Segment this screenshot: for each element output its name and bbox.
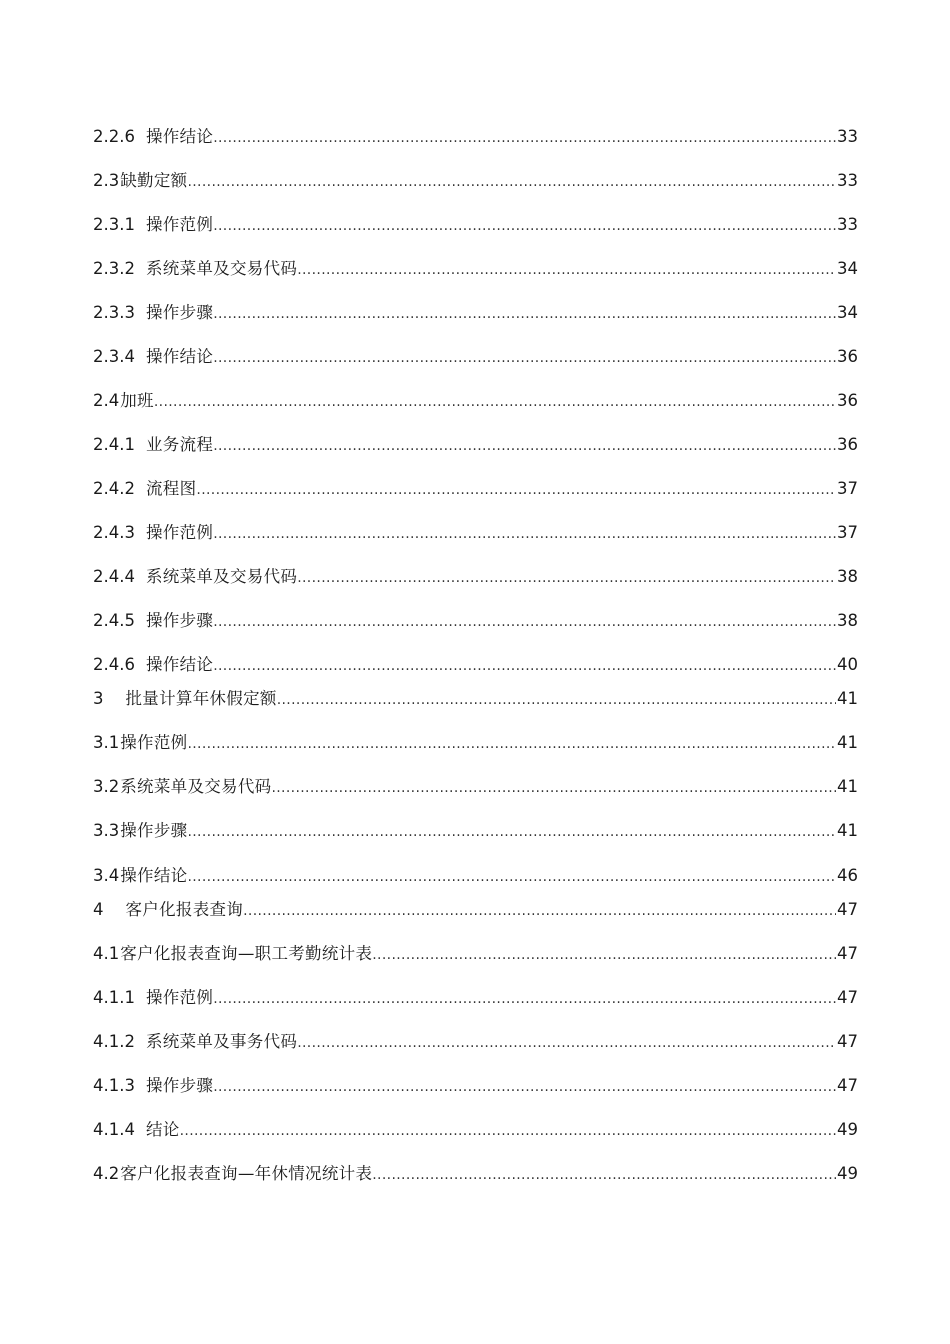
toc-dot-leader — [297, 258, 836, 282]
toc-entry-3-3[interactable] — [93, 819, 858, 843]
toc-entry-number: 3.2 — [93, 777, 120, 796]
toc-dot-leader — [213, 654, 836, 678]
toc-entry-2-3-2[interactable] — [93, 257, 858, 281]
toc-entry-number: 4.1.2 — [93, 1032, 135, 1051]
toc-entry-2-4[interactable] — [93, 389, 858, 413]
toc-dot-leader — [187, 732, 836, 756]
toc-entry-2-3-3[interactable] — [93, 301, 858, 325]
toc-entry-title: 操作结论 — [145, 127, 214, 146]
toc-entry-4-1[interactable] — [93, 942, 858, 966]
toc-entry-2-3-4[interactable] — [93, 345, 858, 369]
toc-entry-title: 操作结论 — [145, 347, 214, 366]
toc-dot-leader — [271, 776, 836, 800]
toc-entry-number: 4.1.1 — [93, 988, 135, 1007]
toc-entry-page: 47 — [837, 988, 858, 1007]
toc-entry-page: 36 — [837, 347, 858, 366]
toc-entry-3-2[interactable] — [93, 775, 858, 799]
toc-entry-title: 操作范例 — [145, 988, 214, 1007]
toc-dot-leader — [187, 865, 836, 889]
toc-dot-leader — [213, 346, 836, 370]
toc-entry-page: 41 — [837, 733, 858, 752]
toc-entry-number: 4 — [93, 900, 104, 919]
table-of-contents — [93, 0, 858, 1344]
toc-dot-leader — [372, 943, 836, 967]
toc-dot-leader — [213, 987, 836, 1011]
toc-entry-page: 47 — [837, 1032, 858, 1051]
toc-entry-number: 2.3.4 — [93, 347, 135, 366]
toc-entry-title: 系统菜单及事务代码 — [145, 1032, 298, 1051]
toc-entry-page: 47 — [837, 944, 858, 963]
toc-entry-title: 操作范例 — [145, 523, 214, 542]
toc-dot-leader — [213, 434, 836, 458]
toc-dot-leader — [372, 1163, 836, 1187]
toc-dot-leader — [213, 126, 836, 150]
toc-entry-number: 2.4.2 — [93, 479, 135, 498]
toc-entry-title: 缺勤定额 — [120, 171, 188, 190]
toc-entry-page: 33 — [837, 215, 858, 234]
toc-entry-page: 33 — [837, 171, 858, 190]
toc-dot-leader — [213, 302, 836, 326]
toc-entry-number: 2.3.3 — [93, 303, 135, 322]
toc-entry-2-4-3[interactable] — [93, 521, 858, 545]
toc-dot-leader — [297, 566, 836, 590]
toc-entry-2-4-2[interactable] — [93, 477, 858, 501]
toc-entry-page: 49 — [837, 1120, 858, 1139]
toc-entry-title: 操作范例 — [145, 215, 214, 234]
toc-entry-title: 系统菜单及交易代码 — [145, 567, 298, 586]
toc-entry-title: 操作范例 — [120, 733, 188, 752]
toc-entry-2-3[interactable] — [93, 169, 858, 193]
toc-dot-leader — [187, 820, 836, 844]
toc-entry-title: 客户化报表查询—职工考勤统计表 — [120, 944, 373, 963]
toc-entry-2-3-1[interactable] — [93, 213, 858, 237]
toc-entry-number: 2.4.3 — [93, 523, 135, 542]
toc-entry-title: 操作步骤 — [120, 821, 188, 840]
toc-entry-2-4-1[interactable] — [93, 433, 858, 457]
toc-entry-number: 3 — [93, 689, 104, 708]
toc-dot-leader — [187, 170, 836, 194]
toc-entry-4-1-3[interactable] — [93, 1074, 858, 1098]
toc-entry-2-2-6[interactable] — [93, 125, 858, 149]
toc-entry-number: 2.4.5 — [93, 611, 135, 630]
toc-entry-2-4-4[interactable] — [93, 565, 858, 589]
toc-entry-page: 41 — [837, 777, 858, 796]
toc-entry-number: 2.3.2 — [93, 259, 135, 278]
toc-entry-number: 2.2.6 — [93, 127, 135, 146]
toc-entry-page: 36 — [837, 435, 858, 454]
toc-entry-number: 4.1.3 — [93, 1076, 135, 1095]
toc-entry-3[interactable] — [93, 687, 858, 711]
toc-entry-title: 加班 — [120, 391, 154, 410]
toc-dot-leader — [297, 1031, 836, 1055]
toc-entry-title: 批量计算年休假定额 — [125, 689, 277, 708]
toc-entry-page: 38 — [837, 567, 858, 586]
toc-entry-4-1-2[interactable] — [93, 1030, 858, 1054]
toc-entry-number: 2.3 — [93, 171, 120, 190]
toc-entry-4-1-1[interactable] — [93, 986, 858, 1010]
toc-entry-title: 客户化报表查询 — [125, 900, 244, 919]
toc-entry-page: 41 — [837, 821, 858, 840]
toc-entry-page: 47 — [837, 900, 858, 919]
toc-entry-title: 操作步骤 — [145, 303, 214, 322]
toc-entry-page: 40 — [837, 655, 858, 674]
toc-entry-title: 操作步骤 — [145, 1076, 214, 1095]
toc-entry-page: 38 — [837, 611, 858, 630]
toc-entry-page: 46 — [837, 866, 858, 885]
toc-dot-leader — [154, 390, 836, 414]
toc-entry-number: 2.4.1 — [93, 435, 135, 454]
toc-entry-number: 3.4 — [93, 866, 120, 885]
toc-entry-number: 4.1.4 — [93, 1120, 135, 1139]
toc-entry-page: 41 — [837, 689, 858, 708]
toc-entry-title: 业务流程 — [145, 435, 214, 454]
toc-entry-title: 操作步骤 — [145, 611, 214, 630]
toc-dot-leader — [196, 478, 836, 502]
toc-entry-title: 系统菜单及交易代码 — [120, 777, 272, 796]
toc-entry-2-4-5[interactable] — [93, 609, 858, 633]
toc-entry-page: 34 — [837, 303, 858, 322]
toc-dot-leader — [180, 1119, 836, 1143]
toc-entry-4[interactable] — [93, 898, 858, 922]
toc-entry-number: 2.4 — [93, 391, 120, 410]
toc-entry-page: 34 — [837, 259, 858, 278]
toc-entry-2-4-6[interactable] — [93, 653, 858, 677]
toc-entry-number: 2.4.4 — [93, 567, 135, 586]
toc-entry-title: 操作结论 — [145, 655, 214, 674]
toc-entry-number: 4.2 — [93, 1164, 120, 1183]
toc-entry-3-1[interactable] — [93, 731, 858, 755]
toc-entry-title: 客户化报表查询—年休情况统计表 — [120, 1164, 373, 1183]
toc-entry-page: 36 — [837, 391, 858, 410]
toc-entry-title: 系统菜单及交易代码 — [145, 259, 298, 278]
toc-entry-number: 2.3.1 — [93, 215, 135, 234]
toc-entry-page: 37 — [837, 523, 858, 542]
toc-entry-page: 49 — [837, 1164, 858, 1183]
toc-dot-leader — [277, 688, 836, 712]
toc-dot-leader — [243, 899, 836, 923]
toc-entry-number: 3.1 — [93, 733, 120, 752]
toc-entry-number: 4.1 — [93, 944, 120, 963]
toc-entry-number: 3.3 — [93, 821, 120, 840]
toc-entry-title: 结论 — [145, 1120, 180, 1139]
toc-dot-leader — [213, 522, 836, 546]
toc-entry-4-2[interactable] — [93, 1162, 858, 1186]
toc-dot-leader — [213, 214, 836, 238]
toc-entry-page: 37 — [837, 479, 858, 498]
toc-entry-title: 操作结论 — [120, 866, 188, 885]
toc-entry-number: 2.4.6 — [93, 655, 135, 674]
toc-dot-leader — [213, 610, 836, 634]
toc-entry-4-1-4[interactable] — [93, 1118, 858, 1142]
toc-entry-3-4[interactable] — [93, 864, 858, 888]
toc-entry-page: 33 — [837, 127, 858, 146]
toc-entry-page: 47 — [837, 1076, 858, 1095]
toc-dot-leader — [213, 1075, 836, 1099]
toc-entry-title: 流程图 — [145, 479, 197, 498]
